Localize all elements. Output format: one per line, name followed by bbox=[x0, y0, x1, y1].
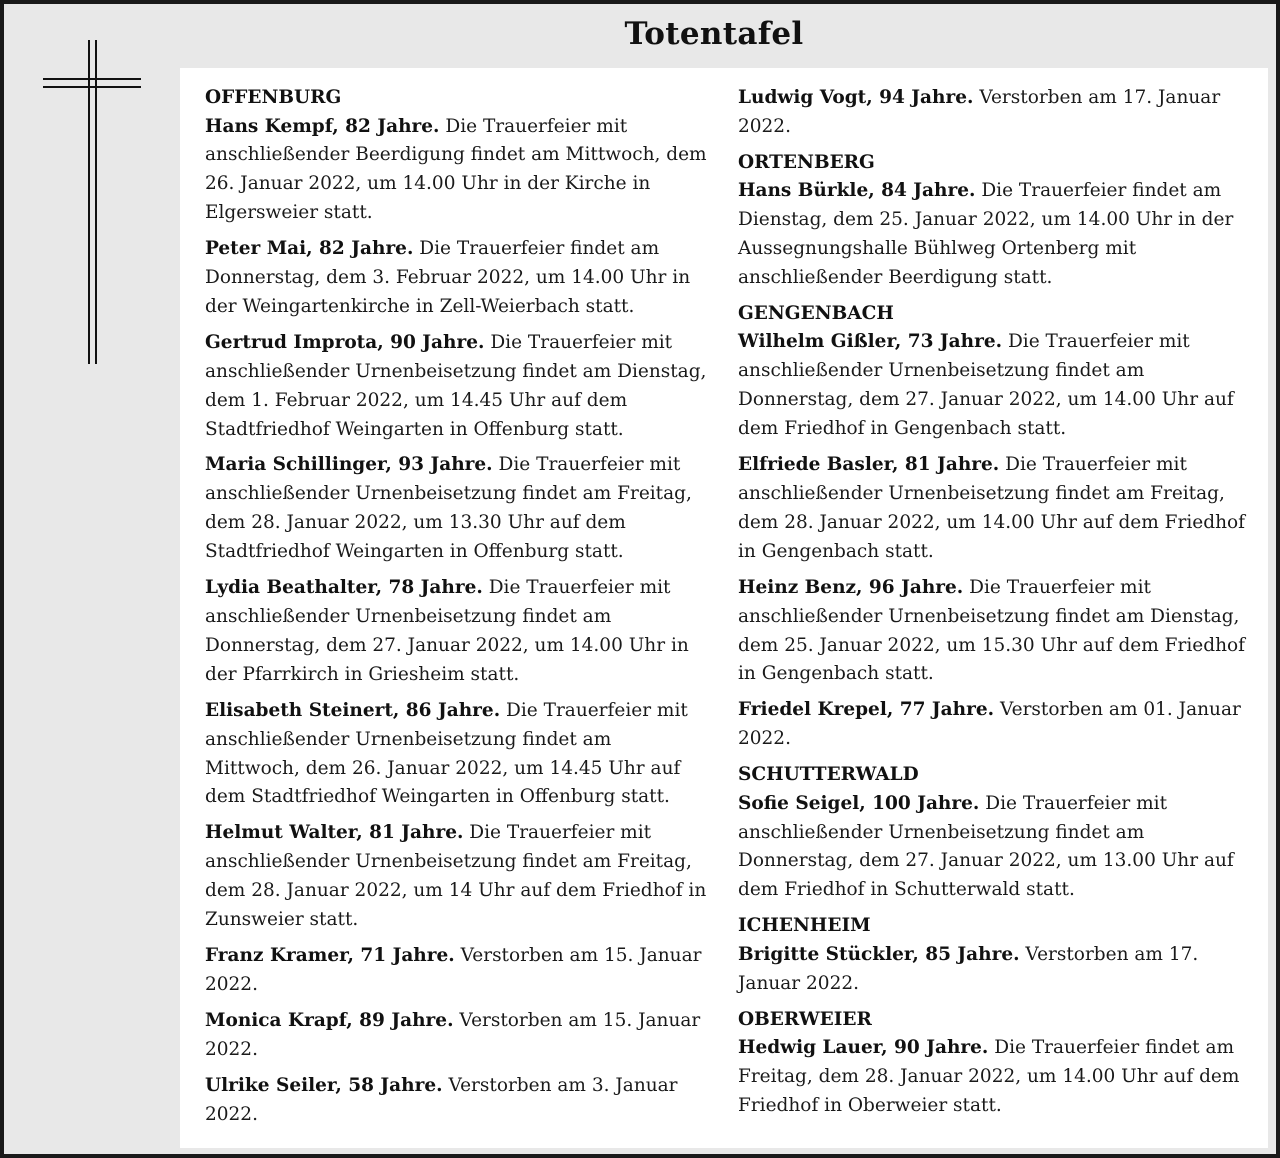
place-heading: ICHENHEIM bbox=[738, 915, 871, 937]
service-details: Verstorben am 15. Januar 2022. bbox=[205, 944, 702, 995]
place-section bbox=[738, 761, 1248, 905]
service-details: Verstorben am 01. Januar 2022. bbox=[738, 699, 1241, 750]
deceased-name-age: Ludwig Vogt, 94 Jahre. bbox=[738, 87, 974, 108]
service-details: Die Trauerfeier mit anschließender Urnenbeisetzung findet am Mittwoch, dem 26. Januar 2022, um 14.45 Uhr auf dem Stadtfriedhof Weingarten in Offenburg statt. bbox=[205, 699, 688, 808]
obituary-entry bbox=[205, 451, 710, 567]
service-details: Verstorben am 15. Januar 2022. bbox=[205, 1009, 701, 1060]
place-section bbox=[205, 84, 710, 1129]
service-details: Die Trauerfeier findet am Donnerstag, dem 3. Februar 2022, um 14.00 Uhr in der Weingartenkirche in Zell-Weierbach statt. bbox=[205, 238, 691, 317]
deceased-name-age: Helmut Walter, 81 Jahre. bbox=[205, 822, 464, 844]
deceased-name-age: Lydia Beathalter, 78 Jahre. bbox=[205, 577, 483, 599]
cross-vertical-line bbox=[95, 40, 97, 364]
obituary-entry bbox=[205, 1007, 710, 1065]
obituary-entry bbox=[205, 942, 710, 1000]
obituary-entry bbox=[205, 235, 710, 322]
service-details: Verstorben am 17. Januar 2022. bbox=[738, 87, 1221, 137]
cross-vertical-line bbox=[88, 40, 90, 364]
service-details: Die Trauerfeier mit anschließender Urnenbeisetzung findet am Freitag, dem 28. Januar 2022, um 13.30 Uhr auf dem Stadtfriedhof Weingarten in Offenburg statt. bbox=[205, 454, 692, 563]
deceased-name-age: Hans Kempf, 82 Jahre. bbox=[205, 115, 440, 137]
obituary-entry bbox=[738, 1034, 1248, 1121]
deceased-name-age: Hans Bürkle, 84 Jahre. bbox=[738, 180, 976, 202]
place-section bbox=[738, 1006, 1248, 1121]
deceased-name-age: Monica Krapf, 89 Jahre. bbox=[205, 1009, 454, 1031]
service-details: Verstorben am 3. Januar 2022. bbox=[205, 1074, 678, 1125]
obituary-entry bbox=[205, 819, 710, 935]
deceased-name-age: Heinz Benz, 96 Jahre. bbox=[738, 576, 964, 598]
place-heading: ORTENBERG bbox=[738, 151, 875, 173]
service-details: Die Trauerfeier mit anschließender Urnenbeisetzung findet am Donnerstag, dem 27. Januar 2022, um 14.00 Uhr in der Pfarrkirch in Griesheim statt. bbox=[205, 577, 689, 685]
deceased-name-age: Sofie Seigel, 100 Jahre. bbox=[738, 792, 980, 814]
obituary-entry bbox=[205, 574, 710, 690]
deceased-name-age: Ulrike Seiler, 58 Jahre. bbox=[205, 1074, 443, 1096]
place-heading: OFFENBURG bbox=[205, 87, 342, 108]
cross-horizontal-line bbox=[43, 86, 141, 88]
obituary-entry bbox=[738, 574, 1248, 690]
obituary-entry bbox=[738, 451, 1248, 567]
place-section bbox=[738, 300, 1248, 754]
left-column bbox=[205, 84, 710, 1136]
obituary-entry bbox=[205, 697, 710, 813]
service-details: Die Trauerfeier mit anschließender Urnenbeisetzung findet am Dienstag, dem 25. Januar 2022, um 15.30 Uhr auf dem Friedhof in Gengenbach statt. bbox=[738, 576, 1245, 685]
service-details: Die Trauerfeier findet am Dienstag, dem 25. Januar 2022, um 14.00 Uhr in der Aussegnungshalle Bühlweg Ortenberg mit anschließender Beerdigung statt. bbox=[738, 180, 1234, 289]
deceased-name-age: Brigitte Stückler, 85 Jahre. bbox=[738, 943, 1020, 965]
deceased-name-age: Wilhelm Gißler, 73 Jahre. bbox=[738, 331, 1003, 353]
deceased-name-age: Friedel Krepel, 77 Jahre. bbox=[738, 699, 995, 721]
obituary-entry bbox=[738, 696, 1248, 754]
service-details: Die Trauerfeier mit anschließender Urnenbeisetzung findet am Freitag, dem 28. Januar 2022, um 14 Uhr auf dem Friedhof in Zunsweier statt. bbox=[205, 822, 707, 931]
deceased-name-age: Maria Schillinger, 93 Jahre. bbox=[205, 454, 493, 476]
obituary-entry bbox=[738, 328, 1248, 444]
service-details: Die Trauerfeier mit anschließender Urnenbeisetzung findet am Dienstag, dem 1. Februar 2022, um 14.45 Uhr auf dem Stadtfriedhof Weingarten in Offenburg statt. bbox=[205, 331, 707, 440]
deceased-name-age: Hedwig Lauer, 90 Jahre. bbox=[738, 1037, 989, 1059]
service-details: Verstorben am 17. Januar 2022. bbox=[738, 943, 1199, 994]
place-section bbox=[738, 912, 1248, 998]
obituary-entry bbox=[205, 329, 710, 445]
place-heading: SCHUTTERWALD bbox=[738, 764, 919, 786]
obituary-entry bbox=[738, 790, 1248, 906]
place-section bbox=[738, 84, 1248, 142]
obituary-entry bbox=[205, 1072, 710, 1130]
right-column bbox=[738, 84, 1248, 1128]
obituary-entry bbox=[738, 941, 1248, 999]
place-section bbox=[738, 149, 1248, 293]
deceased-name-age: Elfriede Basler, 81 Jahre. bbox=[738, 454, 1000, 476]
place-heading: OBERWEIER bbox=[738, 1008, 872, 1030]
obituary-entry bbox=[205, 113, 710, 229]
deceased-name-age: Franz Kramer, 71 Jahre. bbox=[205, 944, 455, 966]
obituary-entry bbox=[738, 177, 1248, 293]
cross-horizontal-line bbox=[43, 78, 141, 80]
service-details: Die Trauerfeier mit anschließender Urnenbeisetzung findet am Donnerstag, dem 27. Januar 2022, um 14.00 Uhr auf dem Friedhof in Gengenbach statt. bbox=[738, 331, 1234, 440]
deceased-name-age: Peter Mai, 82 Jahre. bbox=[205, 238, 414, 260]
obituary-entry bbox=[738, 84, 1248, 142]
service-details: Die Trauerfeier findet am Freitag, dem 28. Januar 2022, um 14.00 Uhr auf dem Friedhof in Oberweier statt. bbox=[738, 1037, 1240, 1116]
page-title: Totentafel bbox=[624, 16, 804, 52]
service-details: Die Trauerfeier mit anschließender Beerdigung findet am Mittwoch, dem 26. Januar 2022, um 14.00 Uhr in der Kirche in Elgersweier statt. bbox=[205, 115, 707, 224]
service-details: Die Trauerfeier mit anschließender Urnenbeisetzung findet am Donnerstag, dem 27. Januar 2022, um 13.00 Uhr auf dem Friedhof in Schutterwald statt. bbox=[738, 792, 1234, 901]
deceased-name-age: Gertrud Improta, 90 Jahre. bbox=[205, 331, 485, 353]
service-details: Die Trauerfeier mit anschließender Urnenbeisetzung findet am Freitag, dem 28. Januar 2022, um 14.00 Uhr auf dem Friedhof in Gengenbach statt. bbox=[738, 454, 1245, 562]
place-heading: GENGENBACH bbox=[738, 302, 894, 324]
deceased-name-age: Elisabeth Steinert, 86 Jahre. bbox=[205, 699, 501, 721]
